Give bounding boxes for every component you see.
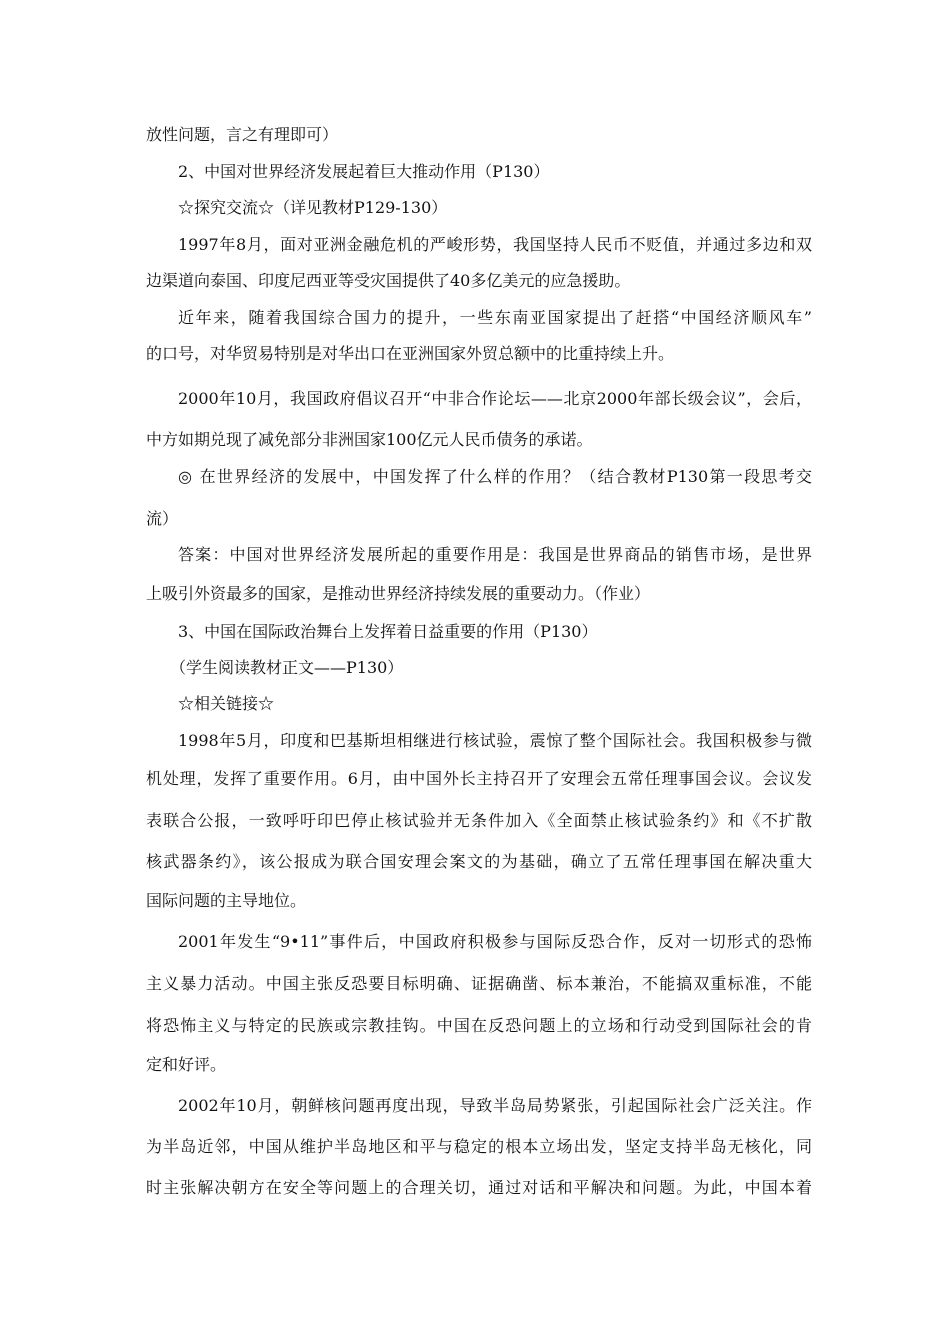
paragraph-line: 1997年8月，面对亚洲金融危机的严峻形势，我国坚持人民币不贬值，并通过多边和双 (178, 235, 812, 254)
paragraph-line: 机处理，发挥了重要作用。6月，由中国外长主持召开了安理会五常任理事国会议。会议发 (146, 769, 812, 788)
paragraph-line: 中方如期兑现了减免部分非洲国家100亿元人民币债务的承诺。 (146, 430, 593, 449)
paragraph-line: 定和好评。 (146, 1055, 227, 1074)
paragraph-line: 2002年10月，朝鲜核问题再度出现，导致半岛局势紧张，引起国际社会广泛关注。作 (178, 1096, 812, 1115)
paragraph-line: 表联合公报，一致呼吁印巴停止核试验并无条件加入《全面禁止核试验条约》和《不扩散 (146, 811, 812, 830)
paragraph-line: 的口号，对华贸易特别是对华出口在亚洲国家外贸总额中的比重持续上升。 (146, 344, 675, 363)
paragraph-line: 2000年10月，我国政府倡议召开“中非合作论坛——北京2000年部长级会议”，会后， (178, 389, 812, 408)
paragraph-line: 时主张解决朝方在安全等问题上的合理关切，通过对话和平解决和问题。为此，中国本着 (146, 1178, 812, 1197)
paragraph-line: 核武器条约》，该公报成为联合国安理会案文的为基础，确立了五常任理事国在解决重大 (146, 852, 812, 871)
answer-line: 上吸引外资最多的国家，是推动世界经济持续发展的重要动力。（作业） (146, 584, 651, 603)
question-line: 流） (146, 509, 179, 528)
question-line: ◎ 在世界经济的发展中，中国发挥了什么样的作用？（结合教材P130第一段思考交 (178, 467, 812, 486)
text-line: （学生阅读教材正文——P130） (170, 658, 404, 677)
paragraph-line: 2001年发生“9•11”事件后，中国政府积极参与国际反恐合作，反对一切形式的恐怖 (178, 932, 812, 951)
paragraph-line: 近年来，随着我国综合国力的提升，一些东南亚国家提出了赶搭“中国经济顺风车” (178, 308, 812, 327)
text-line: 放性问题，言之有理即可） (146, 125, 339, 144)
answer-line: 答案：中国对世界经济发展所起的重要作用是：我国是世界商品的销售市场，是世界 (178, 545, 812, 564)
paragraph-line: 国际问题的主导地位。 (146, 891, 307, 910)
paragraph-line: 为半岛近邻，中国从维护半岛地区和平与稳定的根本立场出发，坚定支持半岛无核化，同 (146, 1137, 812, 1156)
paragraph-line: 边渠道向泰国、印度尼西亚等受灾国提供了40多亿美元的应急援助。 (146, 271, 631, 290)
section-heading: 2、中国对世界经济发展起着巨大推动作用（P130） (178, 162, 550, 181)
subsection-heading: ☆相关链接☆ (178, 694, 275, 713)
section-heading: 3、中国在国际政治舞台上发挥着日益重要的作用（P130） (178, 622, 598, 641)
paragraph-line: 主义暴力活动。中国主张反恐要目标明确、证据确凿、标本兼治，不能搞双重标准，不能 (146, 974, 812, 993)
paragraph-line: 1998年5月，印度和巴基斯坦相继进行核试验，震惊了整个国际社会。我国积极参与微 (178, 731, 812, 750)
subsection-heading: ☆探究交流☆（详见教材P129-130） (178, 198, 448, 217)
paragraph-line: 将恐怖主义与特定的民族或宗教挂钩。中国在反恐问题上的立场和行动受到国际社会的肯 (146, 1016, 812, 1035)
